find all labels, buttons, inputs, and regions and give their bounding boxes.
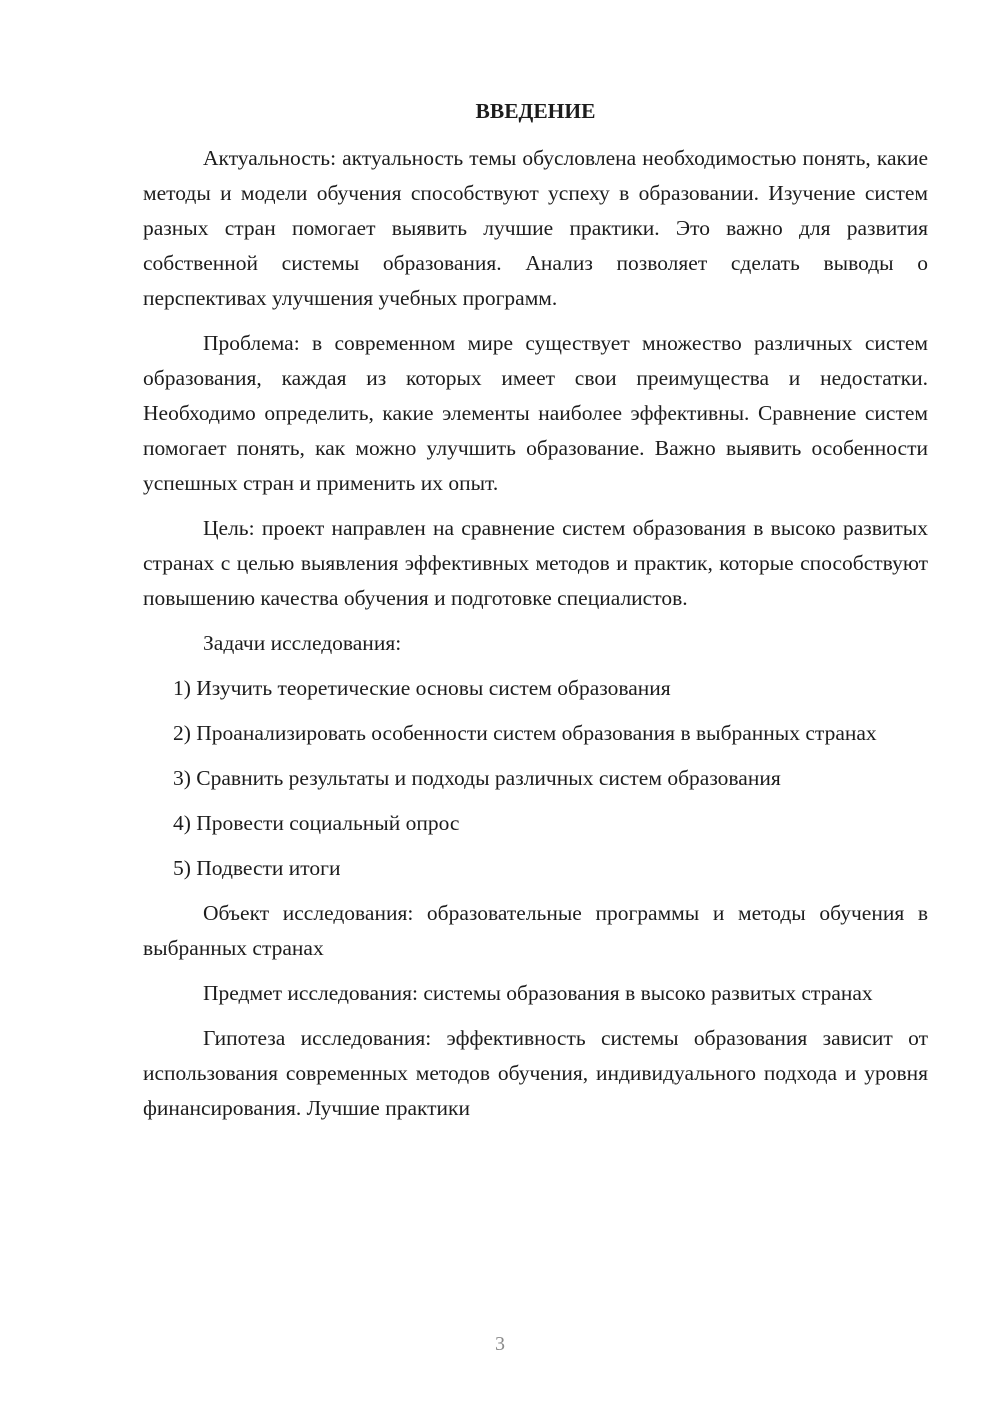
page-number: 3 <box>495 1333 505 1355</box>
task-item: 2) Проанализировать особенности систем образования в выбранных странах <box>173 721 877 745</box>
task-item: 5) Подвести итоги <box>173 856 341 880</box>
goal-paragraph: Цель: проект направлен на сравнение систем образования в высоко развитых странах с целью выявления эффективных методов и практик, которые способствуют повышению качества обучения и подготовке специалистов. <box>143 516 928 610</box>
problem-paragraph: Проблема: в современном мире существует множество различных систем образования, каждая из которых имеет свои преимущества и недостатки. Необходимо определить, какие элементы наиболее эффективны. Сравнение систем помогает понять, как можно улучшить образование. Важно выявить особенности успешных стран и применить их опыт. <box>143 331 928 495</box>
section-title: ВВЕДЕНИЕ <box>475 99 596 123</box>
object-paragraph: Объект исследования: образовательные программы и методы обучения в выбранных странах <box>143 901 928 960</box>
relevance-paragraph: Актуальность: актуальность темы обусловлена необходимостью понять, какие методы и модели обучения способствуют успеху в образовании. Изучение систем разных стран помогает выявить лучшие практики. Это важно для развития собственной системы образования. Анализ позволяет сделать выводы о перспективах улучшения учебных программ. <box>143 146 928 310</box>
task-item: 4) Провести социальный опрос <box>173 811 460 835</box>
subject-paragraph: Предмет исследования: системы образования в высоко развитых странах <box>203 981 873 1005</box>
task-item: 1) Изучить теоретические основы систем образования <box>173 676 671 700</box>
document-page <box>143 96 928 1136</box>
tasks-list <box>143 671 928 886</box>
hypothesis-paragraph: Гипотеза исследования: эффективность системы образования зависит от использования современных методов обучения, индивидуального подхода и уровня финансирования. Лучшие практики <box>143 1026 928 1120</box>
tasks-heading: Задачи исследования: <box>203 631 402 655</box>
task-item: 3) Сравнить результаты и подходы различных систем образования <box>173 766 781 790</box>
